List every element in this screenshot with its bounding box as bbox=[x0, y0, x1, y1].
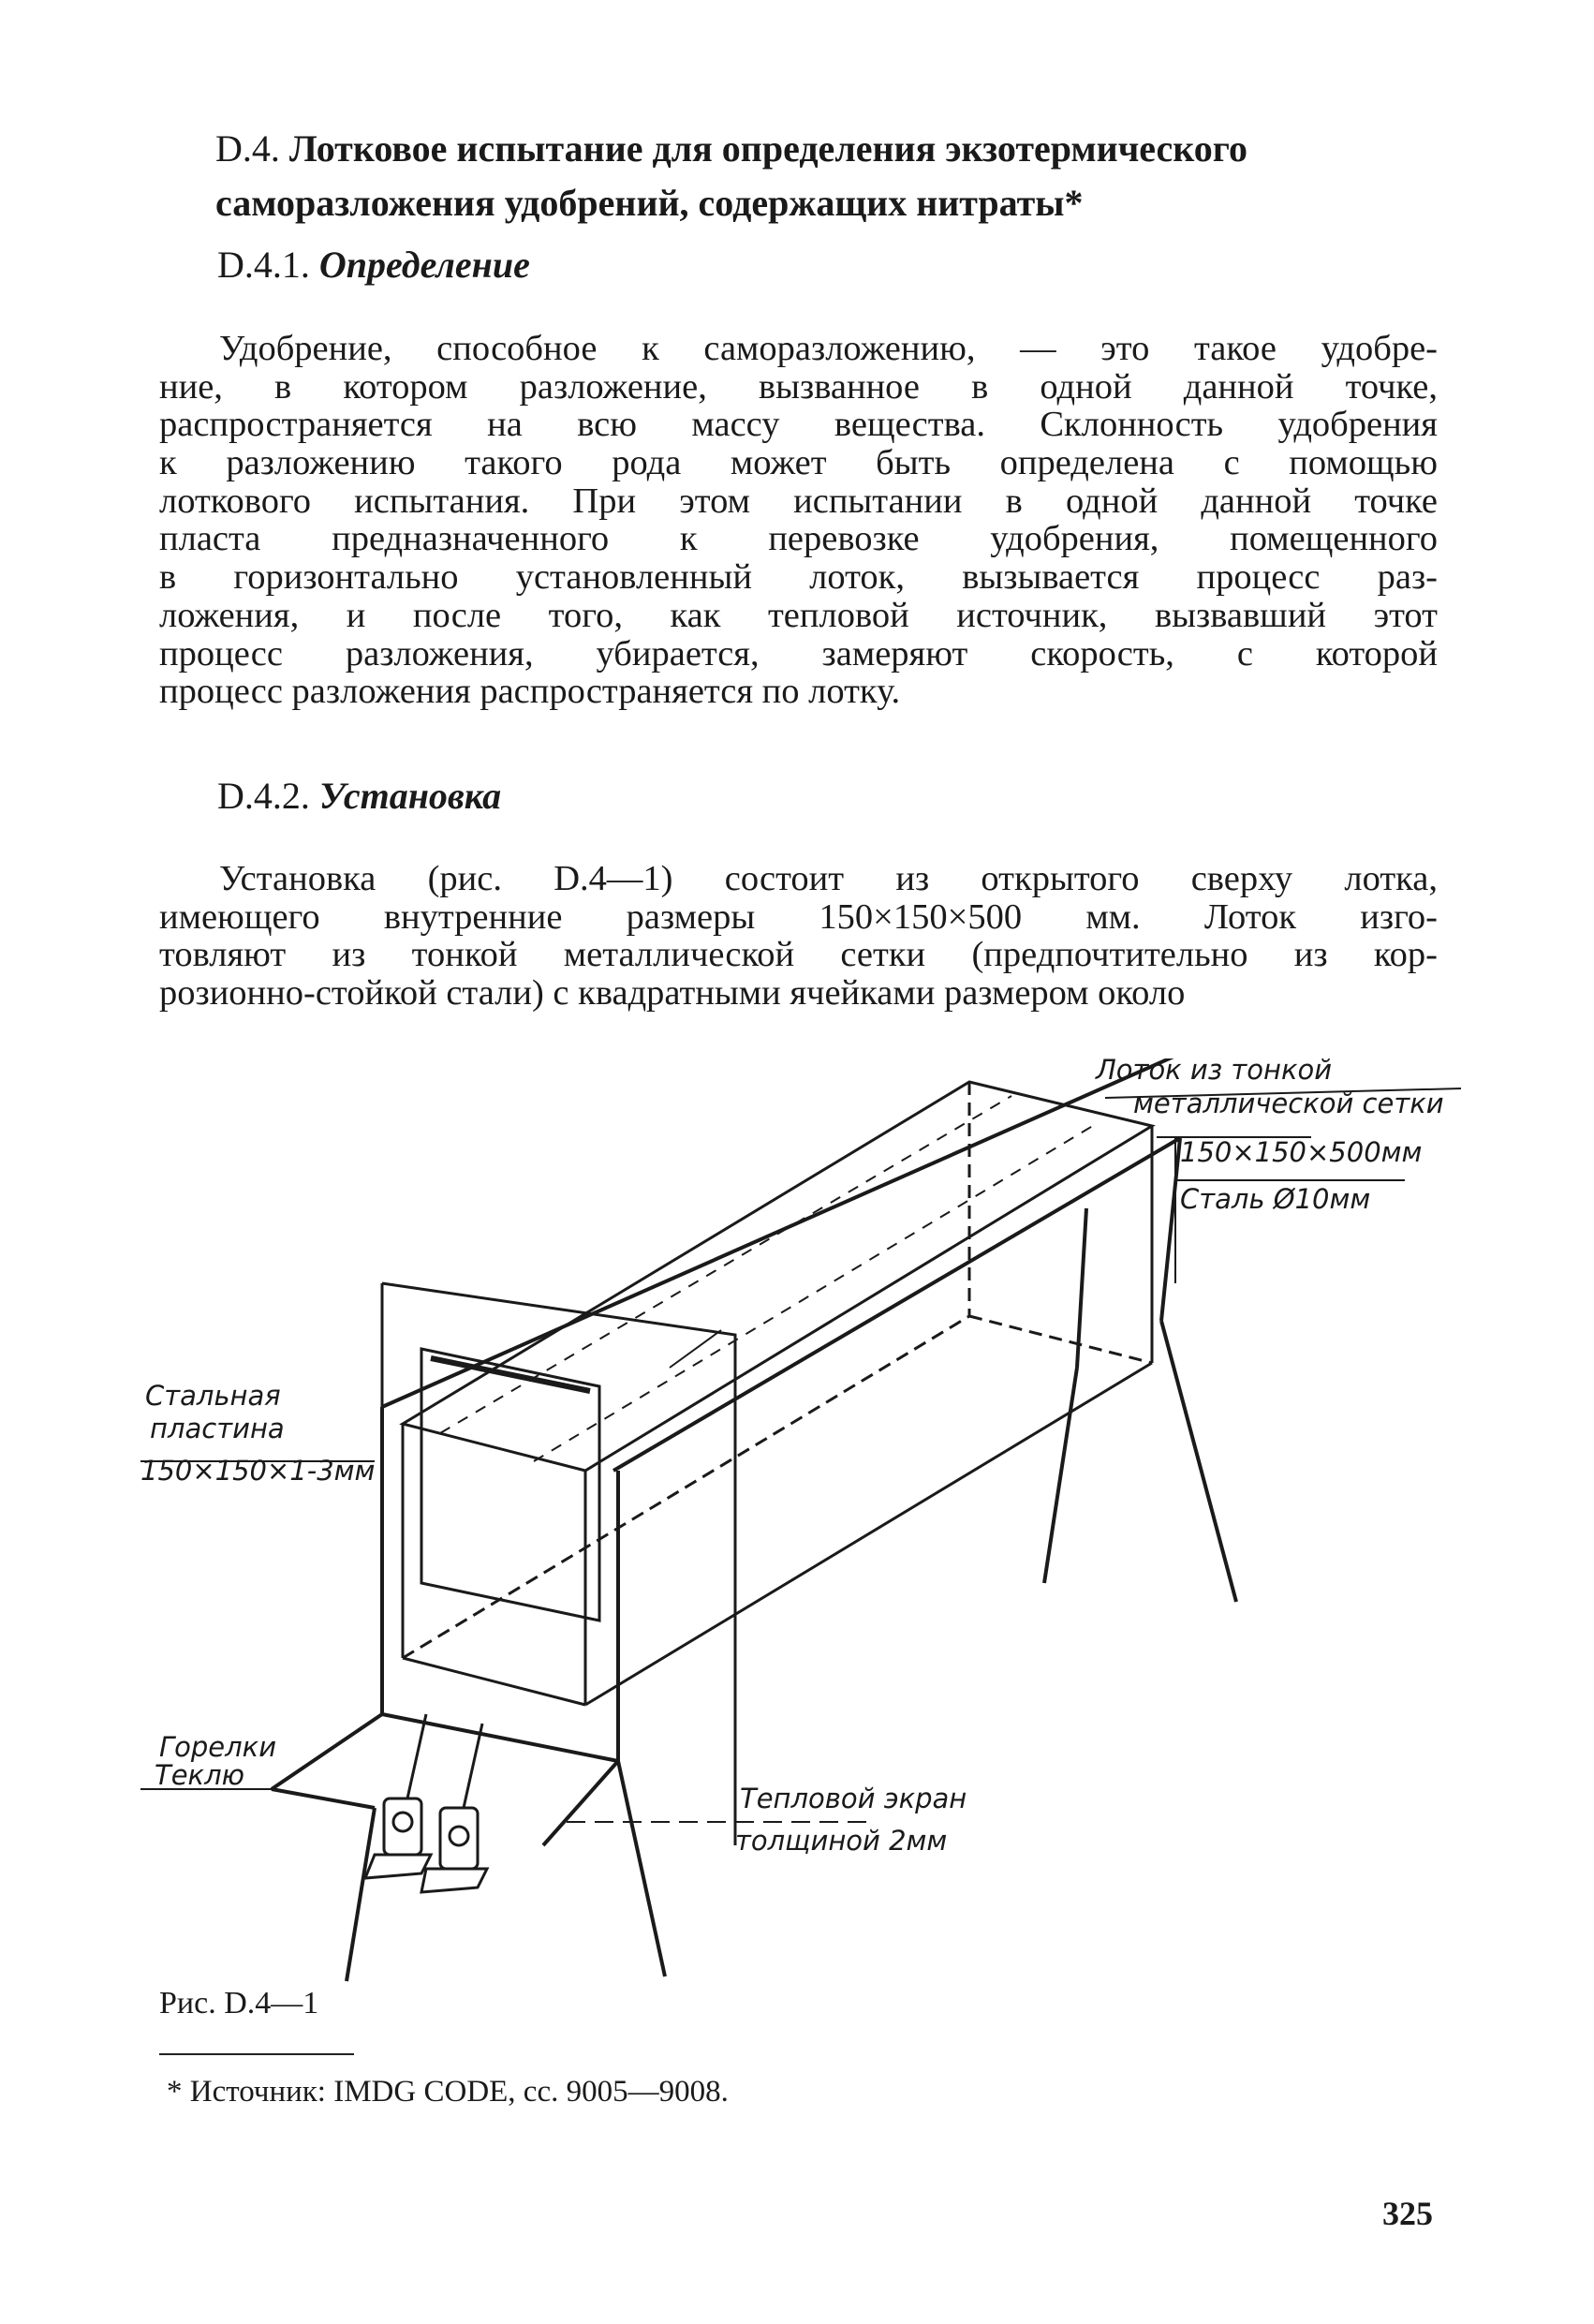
label-burners-1: Горелки bbox=[159, 1731, 277, 1763]
page-number: 325 bbox=[1382, 2195, 1433, 2232]
subsection-title: Определение bbox=[318, 244, 530, 286]
text-line: в горизонтально установленный лоток, вызывается процесс раз- bbox=[159, 557, 1438, 598]
text-line: Удобрение, способное к саморазложению, — это такое удобре- bbox=[219, 329, 1438, 368]
text-line: пласта предназначенного к перевозке удобрения, помещенного bbox=[159, 519, 1438, 559]
text-line: процесс разложения, убирается, замеряют скорость, с которой bbox=[159, 633, 1438, 674]
label-screen-1: Тепловой экран bbox=[740, 1783, 967, 1814]
teclu-burners bbox=[365, 1714, 487, 1892]
label-screen-2: толщиной 2мм bbox=[735, 1825, 948, 1857]
text-line: к разложению такого рода может быть определена с помощью bbox=[159, 443, 1438, 483]
label-tray-2: металлической сетки bbox=[1133, 1088, 1444, 1119]
section-title-line2: саморазложения удобрений, содержащих нитраты* bbox=[215, 182, 1084, 224]
paragraph-setup bbox=[159, 860, 1438, 1013]
text-line: распространяется на всю массу вещества. Склонность удобрения bbox=[159, 405, 1438, 445]
label-plate-1: Стальная bbox=[145, 1380, 281, 1412]
subsection-heading-2 bbox=[217, 773, 501, 820]
text-line: ложения, и после того, как тепловой источник, вызвавший этот bbox=[159, 595, 1438, 635]
footnote-rule bbox=[159, 2053, 354, 2055]
steel-plate bbox=[421, 1349, 599, 1621]
section-heading bbox=[215, 122, 1433, 230]
text-line: ние, в котором разложение, вызванное в одной данной точке, bbox=[159, 366, 1438, 407]
text-line: розионно-стойкой стали) с квадратными ячейками размером около bbox=[159, 973, 1186, 1014]
label-tray-3: 150×150×500мм bbox=[1180, 1136, 1423, 1168]
subsection-heading-1 bbox=[217, 242, 530, 289]
heat-screen bbox=[382, 1283, 735, 1845]
apparatus-figure bbox=[140, 1058, 1470, 1986]
text-line: процесс разложения распространяется по лотку. bbox=[159, 672, 901, 712]
label-plate-2: пластина bbox=[150, 1413, 285, 1444]
text-line: лоткового испытания. При этом испытании в одной данной точке bbox=[159, 481, 1438, 521]
paragraph-definition bbox=[159, 330, 1438, 711]
section-number: D.4. bbox=[215, 127, 280, 170]
label-plate-3: 150×150×1-3мм bbox=[140, 1455, 376, 1487]
footnote: * Источник: IMDG CODE, сс. 9005—9008. bbox=[167, 2075, 729, 2109]
subsection-number: D.4.2. bbox=[217, 775, 310, 817]
label-tray-1: Лоток из тонкой bbox=[1096, 1058, 1333, 1086]
text-line: имеющего внутренние размеры 150×150×500 мм. Лоток изго- bbox=[159, 896, 1438, 937]
mesh-tray bbox=[403, 1082, 1152, 1705]
label-steel: Сталь Ø10мм bbox=[1180, 1183, 1371, 1215]
subsection-number: D.4.1. bbox=[217, 244, 310, 286]
label-burners-2: Теклю bbox=[155, 1759, 245, 1791]
text-line: товляют из тонкой металлической сетки (предпочтительно из кор- bbox=[159, 935, 1438, 975]
section-title-line1: Лотковое испытание для определения экзотермического bbox=[288, 127, 1247, 170]
figure-caption: Рис. D.4—1 bbox=[159, 1986, 319, 2021]
text-line: Установка (рис. D.4—1) состоит из открытого сверху лотка, bbox=[219, 859, 1438, 898]
subsection-title: Установка bbox=[318, 775, 502, 817]
